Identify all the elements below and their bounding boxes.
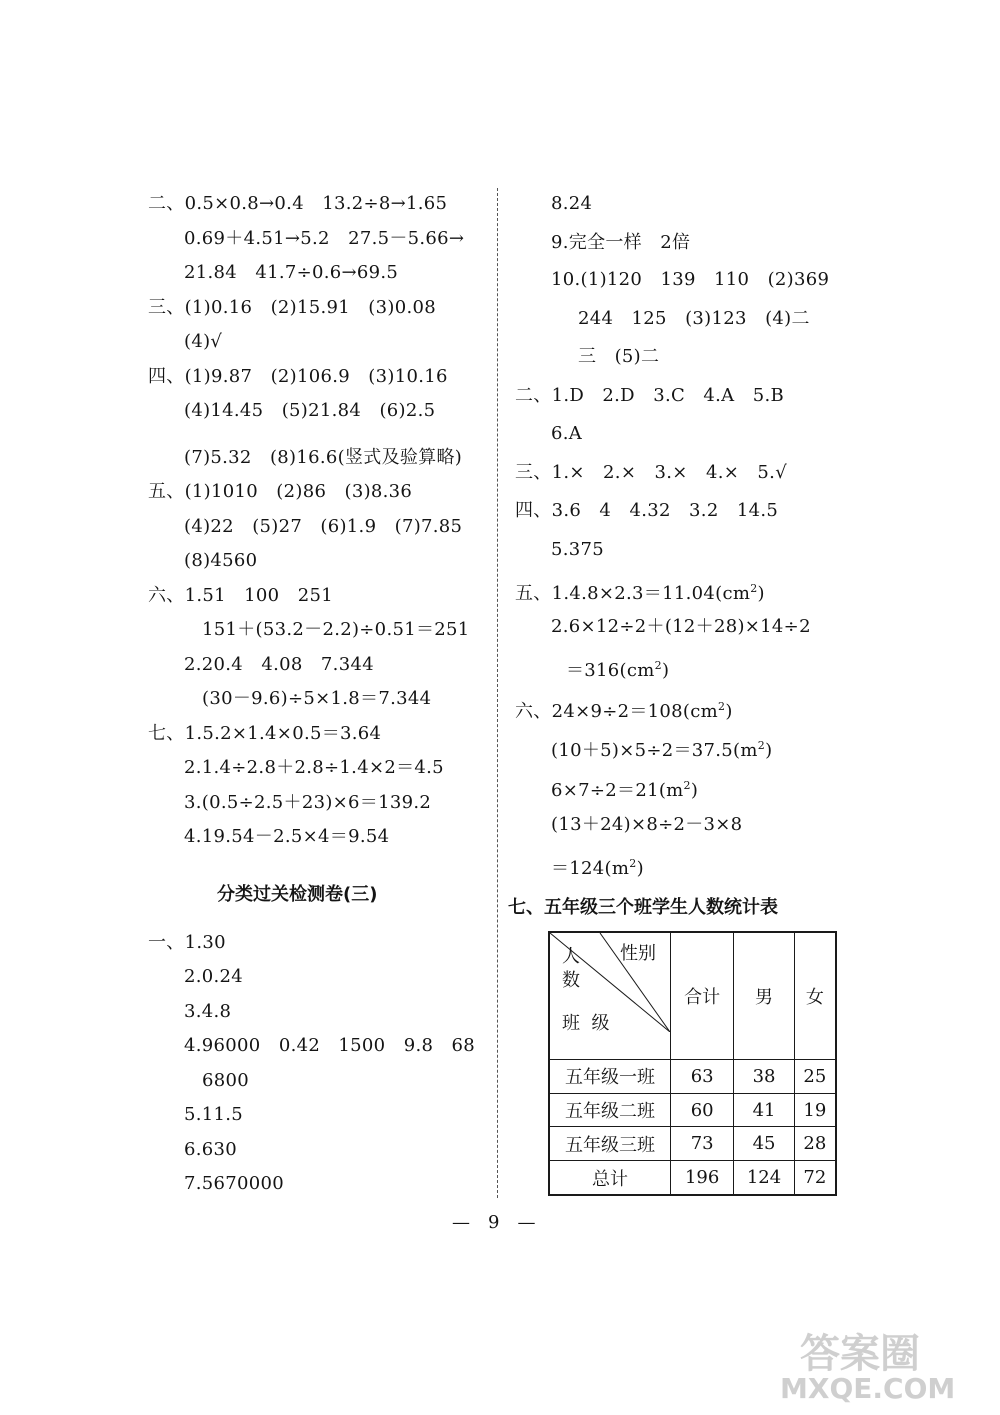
table-cell: 73 xyxy=(671,1127,734,1161)
table-cell: 19 xyxy=(794,1093,836,1127)
answer-line: $(10+5)\times 5\div 2=37.5(m^2)$ xyxy=(551,739,773,761)
answer-line: (8)4560 xyxy=(184,550,258,571)
answer-line: 6.630 xyxy=(184,1139,238,1160)
table-cell: 196 xyxy=(671,1161,734,1195)
unit-exponent: 2 xyxy=(718,700,726,713)
answer-line: 2.20.4 4.08 7.344 xyxy=(184,654,374,675)
answer-line: 二、1.D 2.D 3.C 4.A 5.B xyxy=(515,385,785,406)
row-label: 五年级三班 xyxy=(549,1127,671,1161)
answer-line: 4.19.54－2.5×4＝9.54 xyxy=(184,826,390,847)
table-cell: 45 xyxy=(734,1127,794,1161)
answer-line: (7)5.32 (8)16.6(竖式及验算略) xyxy=(184,447,463,468)
page-number: — 9 — xyxy=(452,1212,536,1233)
table-cell: 28 xyxy=(794,1127,836,1161)
answer-line: $=124(m^2)$ xyxy=(551,857,644,879)
table-title: 七、五年级三个班学生人数统计表 xyxy=(508,897,778,918)
table-row xyxy=(549,1127,836,1161)
answer-line: (4)14.45 (5)21.84 (6)2.5 xyxy=(184,400,436,421)
table-cell: 124 xyxy=(734,1161,794,1195)
row-label: 五年级二班 xyxy=(549,1093,671,1127)
answer-line: (4)22 (5)27 (6)1.9 (7)7.85 xyxy=(184,516,463,537)
answer-line: 一、1.30 xyxy=(148,932,226,953)
header-cell: 女 xyxy=(794,932,836,1060)
answer-line: 三 (5)二 xyxy=(578,346,660,367)
answer-line: 七、1.5.2×1.4×0.5＝3.64 xyxy=(148,723,382,744)
section-title: 分类过关检测卷(三) xyxy=(217,884,378,905)
corner-gender-label: 性别 xyxy=(620,943,656,964)
table-cell: 60 xyxy=(671,1093,734,1127)
answer-line: 四、(1)9.87 (2)106.9 (3)10.16 xyxy=(148,366,448,387)
answer-line: 244 125 (3)123 (4)二 xyxy=(578,308,810,329)
unit-exponent: 2 xyxy=(654,659,662,672)
answer-line: 二、0.5×0.8→0.4 13.2÷8→1.65 xyxy=(148,193,448,214)
answer-line: 六、$24\times 9\div 2=108(cm^2)$ xyxy=(515,700,733,722)
answer-line: (4)√ xyxy=(184,331,223,352)
row-label: 五年级一班 xyxy=(549,1060,671,1094)
answer-text: 五、1.4.8×2.3＝11.04(cm xyxy=(515,583,751,604)
header-cell: 合计 xyxy=(671,932,734,1060)
answer-line: 五、(1)1010 (2)86 (3)8.36 xyxy=(148,481,413,502)
corner-count-label: 人 数 xyxy=(562,946,580,991)
answer-line: 10.(1)120 139 110 (2)369 xyxy=(551,269,830,290)
answer-line: 三、1.× 2.× 3.× 4.× 5.√ xyxy=(515,462,787,483)
answer-text: ＝316(cm xyxy=(566,660,655,681)
answer-line: 2.6×12÷2＋(12＋28)×14÷2 xyxy=(551,616,811,637)
table-cell: 25 xyxy=(794,1060,836,1094)
answer-line: 六、1.51 100 251 xyxy=(148,585,333,606)
answer-line: 5.11.5 xyxy=(184,1104,244,1125)
table-row-total xyxy=(549,1161,836,1195)
table-cell: 38 xyxy=(734,1060,794,1094)
column-divider xyxy=(497,188,498,1198)
answer-line: $=316(cm^2)$ xyxy=(566,659,670,681)
unit-exponent: 2 xyxy=(629,857,637,870)
unit-exponent: 2 xyxy=(750,582,758,595)
answer-line: (30－9.6)÷5×1.8＝7.344 xyxy=(202,688,432,709)
answer-line: 9.完全一样 2倍 xyxy=(551,232,691,253)
answer-line: 8.24 xyxy=(551,193,593,214)
answer-line: 21.84 41.7÷0.6→69.5 xyxy=(184,262,399,283)
table-row xyxy=(549,1093,836,1127)
table-cell: 41 xyxy=(734,1093,794,1127)
answer-line: 五、$1.4.8\times 2.3=11.04(cm^2)$ xyxy=(515,582,765,604)
answer-text: ＝124(m xyxy=(551,858,630,879)
answer-text: (10＋5)×5÷2＝37.5(m xyxy=(551,740,758,761)
header-cell: 男 xyxy=(734,932,794,1060)
table-header-row xyxy=(549,932,836,1060)
answer-line: 三、(1)0.16 (2)15.91 (3)0.08 xyxy=(148,297,436,318)
answer-line: 4.96000 0.42 1500 9.8 68 xyxy=(184,1035,476,1056)
watermark-logo: 答案圈 xyxy=(800,1331,920,1377)
table-row xyxy=(549,1060,836,1094)
answer-line: 7.5670000 xyxy=(184,1173,285,1194)
answer-line: 6800 xyxy=(202,1070,250,1091)
answer-line: 2.1.4÷2.8＋2.8÷1.4×2＝4.5 xyxy=(184,757,444,778)
unit-exponent: 2 xyxy=(757,739,766,752)
table-cell: 63 xyxy=(671,1060,734,1094)
answer-line: 151＋(53.2－2.2)÷0.51＝251 xyxy=(202,619,470,640)
answer-line: 6.A xyxy=(551,423,583,444)
answer-line: (13＋24)×8÷2－3×8 xyxy=(551,814,743,835)
row-label: 总计 xyxy=(549,1161,671,1195)
answer-line: $6\times 7\div 2=21(m^2)$ xyxy=(551,779,699,801)
answer-line: 3.4.8 xyxy=(184,1001,232,1022)
diagonal-header-cell xyxy=(549,932,671,1060)
watermark-url: MXQE.COM xyxy=(780,1372,956,1405)
answer-line: 2.0.24 xyxy=(184,966,244,987)
corner-class-label: 班 级 xyxy=(562,1013,610,1034)
answer-line: 5.375 xyxy=(551,539,605,560)
answer-line: 0.69＋4.51→5.2 27.5－5.66→ xyxy=(184,228,465,249)
unit-exponent: 2 xyxy=(683,779,691,792)
answer-line: 四、3.6 4 4.32 3.2 14.5 xyxy=(515,500,779,521)
answer-line: 3.(0.5÷2.5＋23)×6＝139.2 xyxy=(184,792,432,813)
answer-text: 6×7÷2＝21(m xyxy=(551,780,684,801)
stats-table xyxy=(548,931,837,1196)
answer-text: 六、24×9÷2＝108(cm xyxy=(515,701,719,722)
table-cell: 72 xyxy=(794,1161,836,1195)
